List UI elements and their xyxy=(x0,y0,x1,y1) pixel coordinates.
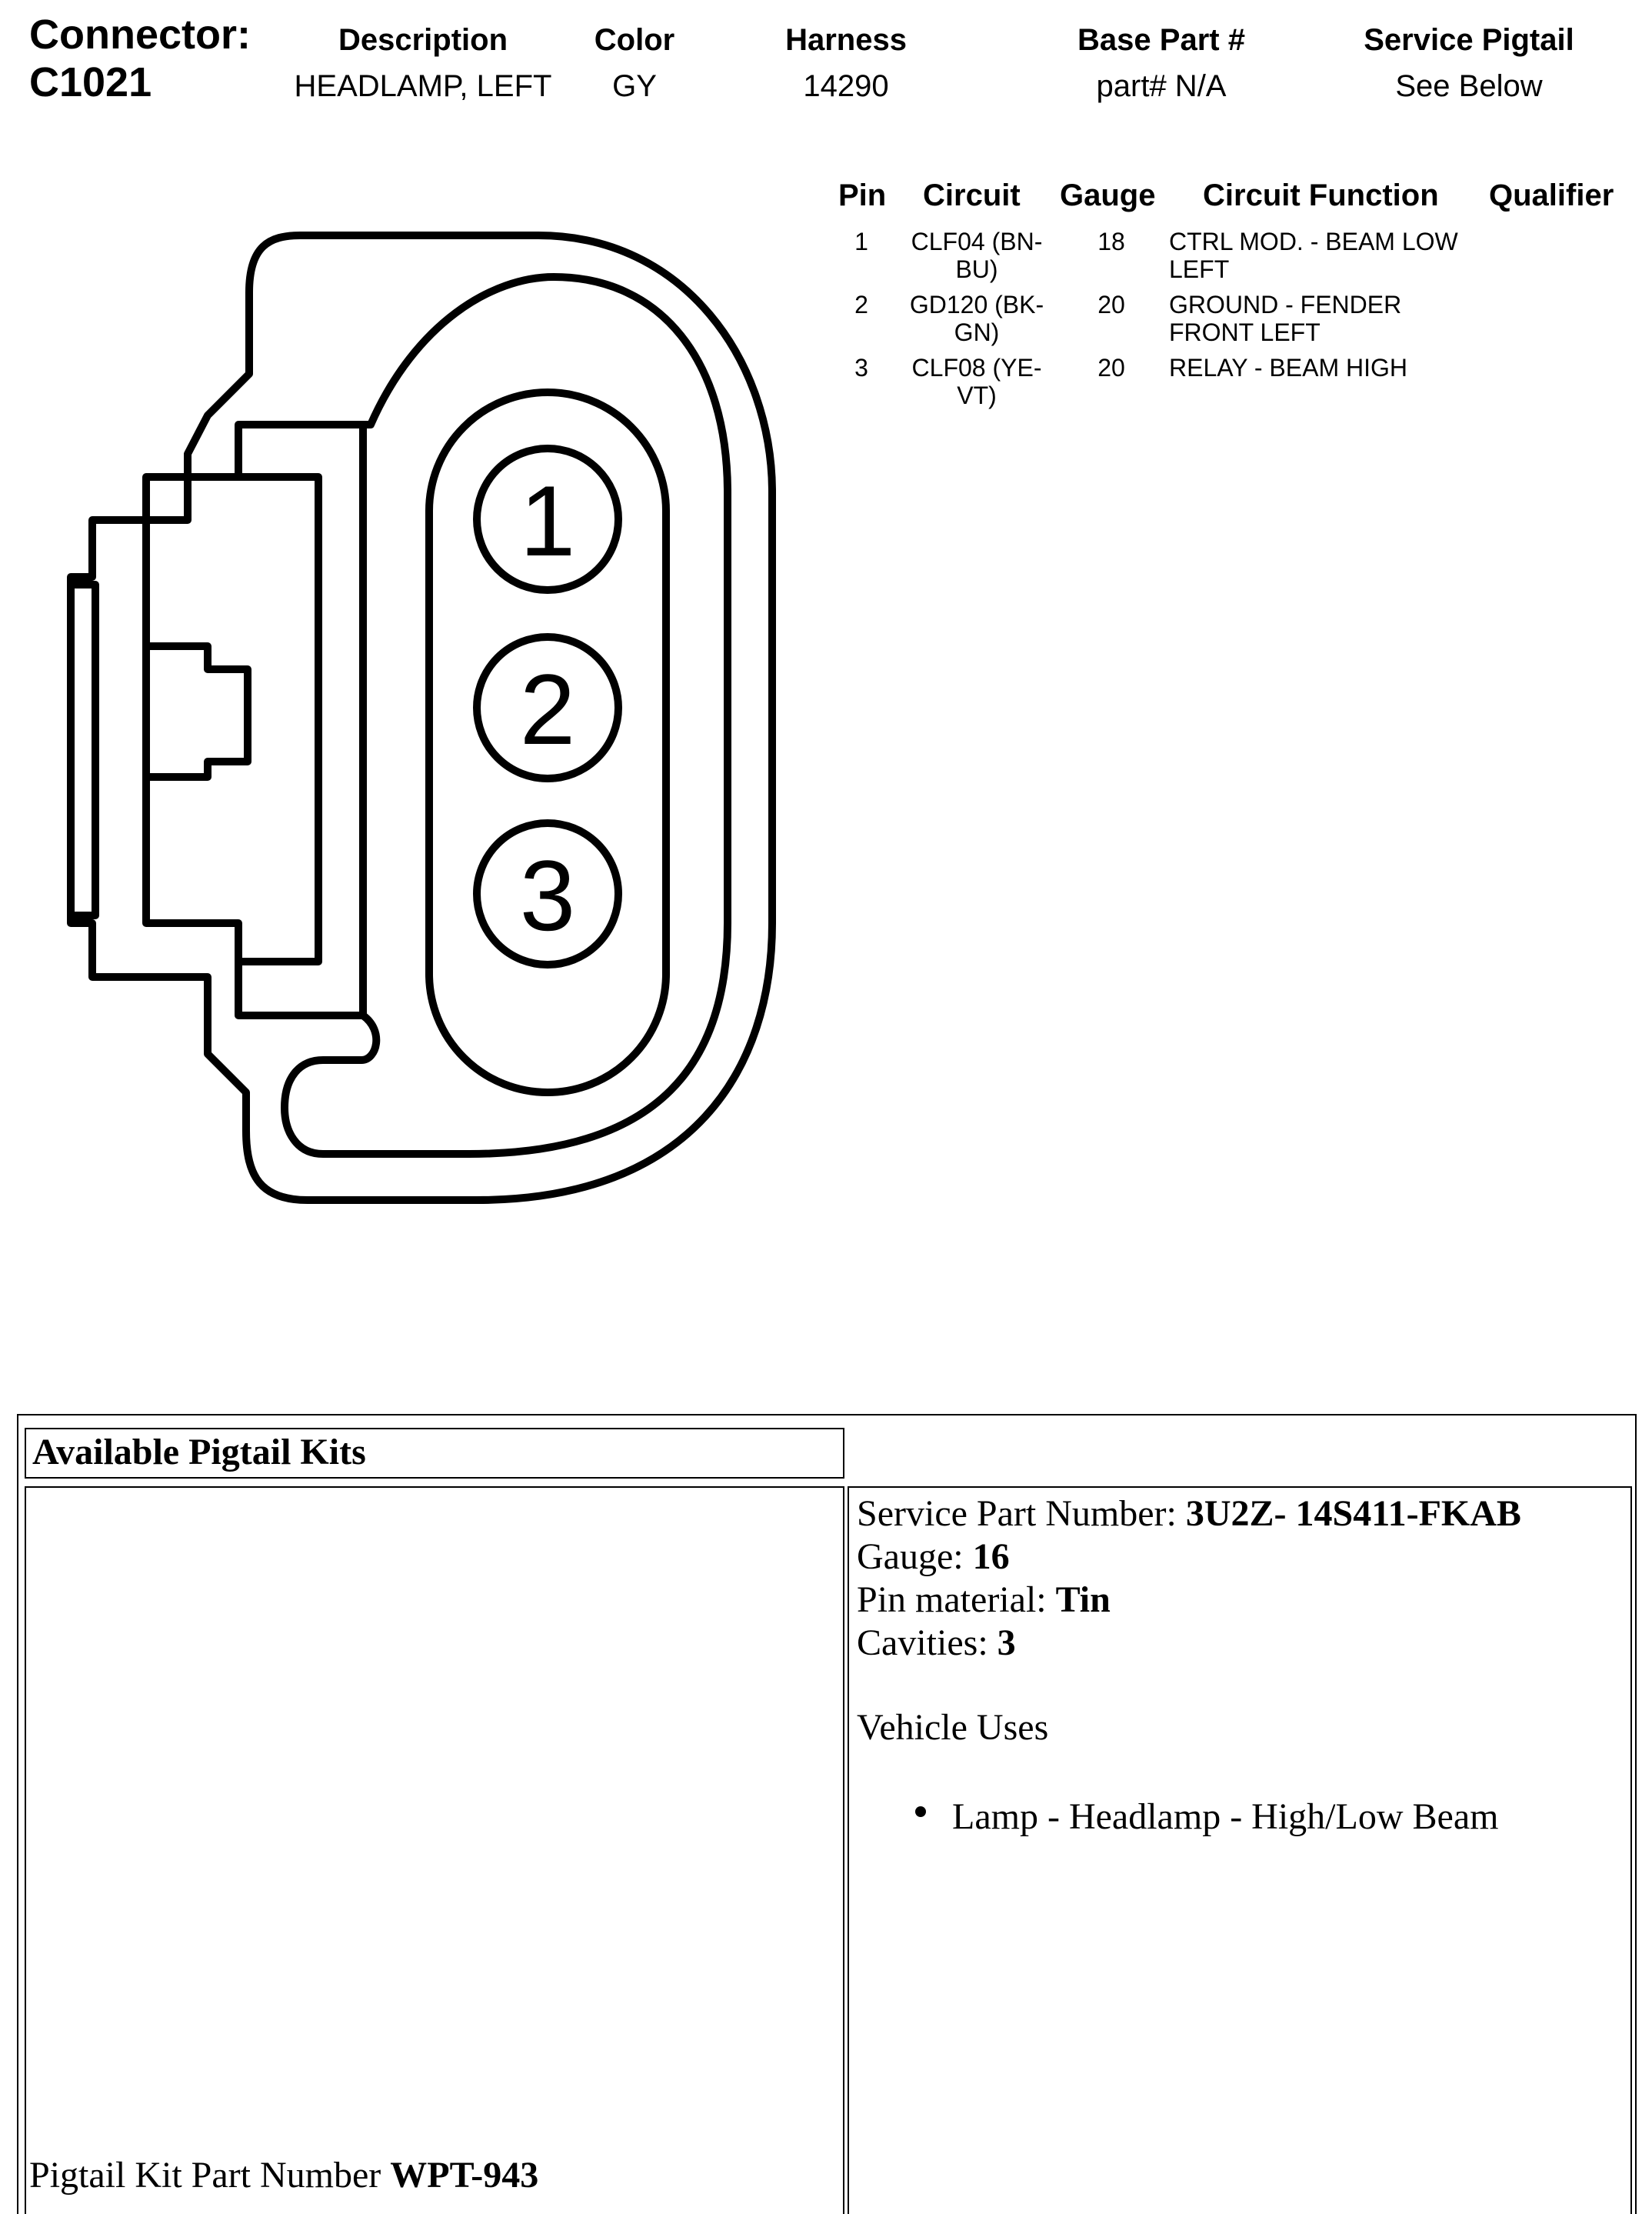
base-part-value: part# N/A xyxy=(1096,69,1227,103)
function-line-1: CTRL MOD. - BEAM LOW xyxy=(1169,228,1458,255)
circuit-line-2: BU) xyxy=(955,255,998,283)
circuit-line-1: GD120 (BK- xyxy=(909,291,1044,318)
kit-part-label: Pigtail Kit Part Number xyxy=(29,2155,391,2196)
connector-id: C1021 xyxy=(29,59,152,105)
cavity-label-3: 3 xyxy=(519,839,576,952)
gauge-value: 20 xyxy=(1097,354,1125,382)
qualifier-header: Qualifier xyxy=(1489,178,1614,212)
gauge-value: 20 xyxy=(1097,291,1125,318)
service-pigtail-label: Service Pigtail xyxy=(1364,23,1574,57)
pin-material-label: Pin material: xyxy=(857,1579,1056,1620)
cavities-line xyxy=(857,1622,1521,1665)
gauge-label: Gauge: xyxy=(857,1536,973,1577)
cavities-value: 3 xyxy=(997,1622,1016,1663)
kit-part-value: WPT-943 xyxy=(390,2155,539,2196)
pin-material-value: Tin xyxy=(1055,1579,1111,1620)
circuit-function-header: Circuit Function xyxy=(1203,178,1439,212)
pigtail-info xyxy=(857,1492,1521,1665)
vehicle-uses-label: Vehicle Uses xyxy=(857,1707,1049,1748)
service-part-line xyxy=(857,1492,1521,1535)
pin-number: 3 xyxy=(854,354,868,382)
pin-number: 2 xyxy=(854,291,868,318)
pin-header: Pin xyxy=(838,178,887,212)
gauge-value: 18 xyxy=(1097,228,1125,255)
gauge-header: Gauge xyxy=(1060,178,1156,212)
color-label: Color xyxy=(594,23,675,57)
circuit-line-2: VT) xyxy=(957,382,997,409)
description-label: Description xyxy=(338,23,508,57)
cavities-label: Cavities: xyxy=(857,1622,998,1663)
list-item: Lamp - Headlamp - High/Low Beam xyxy=(952,1796,1499,1837)
connector-label: Connector: xyxy=(29,12,251,58)
color-value: GY xyxy=(612,69,657,103)
circuit-line-2: GN) xyxy=(954,318,1000,346)
connector-diagram xyxy=(0,0,846,1308)
function-line-2: FRONT LEFT xyxy=(1169,318,1321,346)
base-part-label: Base Part # xyxy=(1077,23,1245,57)
pigtail-title: Available Pigtail Kits xyxy=(32,1432,366,1472)
harness-value: 14290 xyxy=(803,69,889,103)
function-line-1: GROUND - FENDER xyxy=(1169,291,1402,318)
description-value: HEADLAMP, LEFT xyxy=(294,69,552,103)
circuit-header: Circuit xyxy=(923,178,1021,212)
gauge-line xyxy=(857,1535,1521,1579)
function-line-1: RELAY - BEAM HIGH xyxy=(1169,354,1407,382)
harness-label: Harness xyxy=(785,23,907,57)
kit-part-line xyxy=(29,2154,538,2196)
latch-key xyxy=(146,646,248,777)
cavity-label-1: 1 xyxy=(519,465,576,577)
pin-material-line xyxy=(857,1579,1521,1622)
pigtail-image-box xyxy=(25,1486,844,2214)
service-pigtail-value: See Below xyxy=(1395,69,1543,103)
service-part-label: Service Part Number: xyxy=(857,1493,1186,1534)
service-part-value: 3U2Z- 14S411-FKAB xyxy=(1185,1493,1521,1534)
pin-number: 1 xyxy=(854,228,868,255)
latch-outer xyxy=(146,425,363,1015)
circuit-line-1: CLF08 (YE- xyxy=(911,354,1042,382)
function-line-2: LEFT xyxy=(1169,255,1230,283)
circuit-line-1: CLF04 (BN- xyxy=(911,228,1043,255)
gauge-value: 16 xyxy=(972,1536,1010,1577)
cavity-label-2: 2 xyxy=(519,653,576,765)
bullet-icon xyxy=(915,1806,926,1817)
inner-collar xyxy=(285,277,728,1154)
